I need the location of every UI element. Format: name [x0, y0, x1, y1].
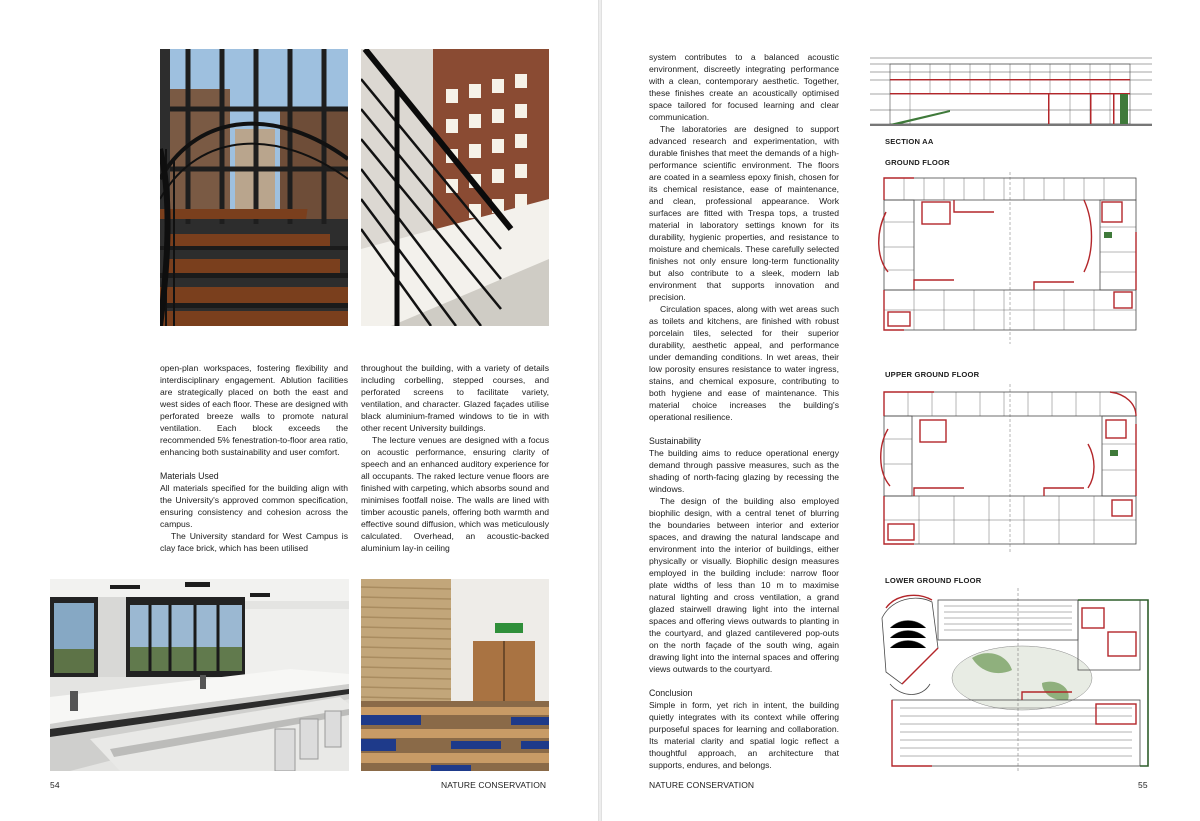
body-paragraph: system contributes to a balanced acoustic environment, discreetly integrating performance with a clean, contemporary aesthetic. Together, these finishes create an acoustically optimised space tailored for focused learning and clear communication.	[649, 52, 839, 122]
body-paragraph: All materials specified for the building align with the University's approved common specification, ensuring consistency and cohesion across the campus.	[160, 483, 348, 529]
body-paragraph: The University standard for West Campus is clay face brick, which has been utilised	[160, 531, 348, 553]
body-paragraph: Circulation spaces, along with wet areas such as toilets and kitchens, are finished with robust porcelain tiles, selected for their superior durability, aesthetic appeal, and performance under demanding conditions. In wet areas, their low porosity ensures resistance to water ingress, stains, and chemical exposure, contributing to both hygiene and ease of maintenance. This material choice increases the building's operational resilience.	[649, 304, 839, 422]
laboratory-photo	[50, 579, 349, 771]
body-paragraph: The design of the building also employed biophilic design, with a central tenet of blurring the boundaries between interior and exterior spaces, and drawing the natural landscape and environment into the interior of buildings, either physically or visually. Biophilic design measures employed in the building include: narrow floor plate widths of less than 10 m to maximise natural lighting and cross ventilation, a grand glazed stairwell drawing light into the internal spaces and offering views outwards to planting in the courtyard, and glazed cantilevered pop-outs on the north façade of the south wing, again drawing light into the internal spaces and offering views outwards to the courtyard.	[649, 496, 839, 674]
page-number: 55	[1138, 780, 1148, 790]
staircase-photo	[160, 49, 348, 326]
section-aa-label: SECTION AA	[885, 137, 934, 146]
body-paragraph: throughout the building, with a variety of details including corbelling, stepped courses, and perforated screens to facilitate variety, ventilation, and character. Glazed façades utilise black aluminium-framed windows to tie in with other recent University buildings.	[361, 363, 549, 433]
section-aa-drawing	[870, 50, 1152, 128]
body-paragraph: The laboratories are designed to support advanced research and experimentation, with durable finishes that meet the demands of a high-performance scientific environment. The floors are coated in a seamless epoxy finish, chosen for its chemical resistance, ease of maintenance, and clean, professional appearance. Work surfaces are fitted with Trespa tops, a trusted material in laboratory settings known for its durability, hygienic properties, and resistance to moisture and chemicals. These carefully selected finishes not only ensure long-term functionality but also contribute to a sleek, modern lab environment that supports innovation and precision.	[649, 124, 839, 302]
lower-ground-floor-plan	[872, 588, 1152, 773]
lower-ground-floor-label: LOWER GROUND FLOOR	[885, 576, 982, 585]
section-heading-materials: Materials Used	[160, 471, 219, 481]
upper-ground-floor-plan	[874, 384, 1146, 552]
left-page-column-1	[160, 362, 348, 554]
ground-floor-plan	[874, 172, 1146, 344]
left-page-column-2	[361, 362, 549, 554]
body-paragraph: Simple in form, yet rich in intent, the building quietly integrates with its context while offering purposeful spaces for learning and collaboration. Its material clarity and spatial logic reflect a thoughtful approach, an architecture that supports, endures, and belongs.	[649, 700, 839, 770]
running-footer: NATURE CONSERVATION	[649, 780, 755, 790]
breeze-wall-stair-photo	[361, 49, 549, 326]
body-paragraph: The building aims to reduce operational energy demand through passive measures, such as the shading of north-facing glazing by recessing the windows.	[649, 448, 839, 494]
upper-ground-floor-label: UPPER GROUND FLOOR	[885, 370, 980, 379]
right-page-column	[649, 51, 839, 771]
body-paragraph: The lecture venues are designed with a focus on acoustic performance, ensuring clarity of speech and an enhanced auditory experience for all occupants. The raked lecture venue floors are finished with carpeting, which absorbs sound and minimises footfall noise. The walls are lined with timber acoustic panels, offering both warmth and effective sound diffusion, which was meticulously calculated. Overhead, an acoustic-backed aluminium lay-in ceiling	[361, 435, 549, 553]
ground-floor-label: GROUND FLOOR	[885, 158, 950, 167]
section-heading-sustainability: Sustainability	[649, 436, 701, 446]
left-page	[0, 0, 598, 821]
body-paragraph: open-plan workspaces, fostering flexibility and interdisciplinary engagement. Ablution facilities are strategically placed on both the east and west sides of each floor. These are designed with perforated breeze walls to promote natural ventilation. Each block exceeds the recommended 5% fenestration-to-floor area ratio, enhancing both sustainability and user comfort.	[160, 363, 348, 457]
section-heading-conclusion: Conclusion	[649, 688, 693, 698]
right-page	[602, 0, 1200, 821]
page-number: 54	[50, 780, 60, 790]
running-footer: NATURE CONSERVATION	[441, 780, 547, 790]
lecture-venue-photo	[361, 579, 549, 771]
